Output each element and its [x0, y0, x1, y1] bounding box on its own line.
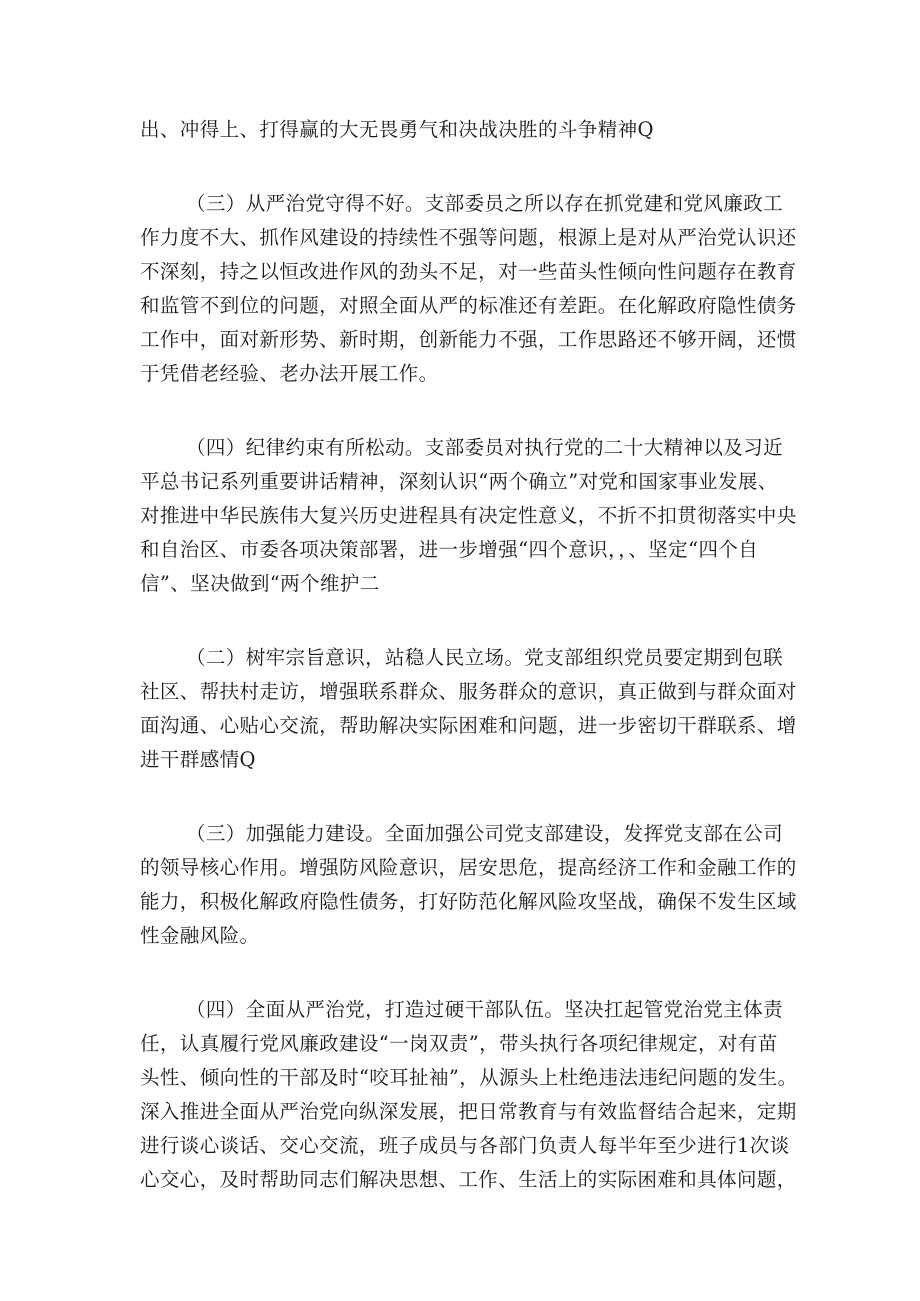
document-page — [140, 113, 800, 1197]
text-line: 信”、坚决做到“两个维护二 — [140, 572, 380, 595]
text-line: 社区、帮扶村走访，增强联系群众、服务群众的意识，真正做到与群众面对 — [140, 680, 797, 703]
text-line: 心交心，及时帮助同志们解决思想、工作、生活上的实际困难和具体问题， — [140, 1168, 797, 1191]
text-line: 出、冲得上、打得赢的大无畏勇气和决战决胜的斗争精神Q — [140, 118, 654, 141]
text-line: 能力，积极化解政府隐性债务，打好防范化解风险攻坚战，确保不发生区域 — [140, 890, 797, 913]
text-line: 任，认真履行党风廉政建设“一岗双责”，带头执行各项纪律规定，对有苗 — [140, 1032, 778, 1055]
paragraph-discipline-loosened — [140, 431, 800, 601]
text-line: 性金融风险。 — [140, 924, 260, 947]
text-line: 工作中，面对新形势、新时期，创新能力不强，工作思路还不够开阔，还惯 — [140, 328, 797, 351]
text-line: 于凭借老经验、老办法开展工作。 — [140, 362, 439, 385]
text-line: 进行谈心谈话、交心交流，班子成员与各部门负责人每半年至少进行1次谈 — [140, 1134, 790, 1157]
text-line: 面沟通、心贴心交流，帮助解决实际困难和问题，进一步密切干群联系、增 — [140, 714, 797, 737]
text-line: （三）加强能力建设。全面加强公司党支部建设，发挥党支部在公司 — [186, 822, 784, 845]
text-line: 和监管不到位的问题，对照全面从严的标准还有差距。在化解政府隐性债务 — [140, 294, 797, 317]
text-line: 和自治区、市委各项决策部署，进一步增强“四个意识，，、坚定“四个自 — [140, 538, 759, 561]
paragraph-strict-governance — [140, 993, 800, 1197]
text-line: （二）树牢宗旨意识，站稳人民立场。党支部组织党员要定期到包联 — [186, 646, 784, 669]
paragraph-continuation — [140, 113, 800, 147]
text-line: （四）纪律约束有所松动。支部委员对执行党的二十大精神以及习近 — [186, 436, 784, 459]
text-line: 不深刻，持之以恒改进作风的劲头不足，对一些苗头性倾向性问题存在教育 — [140, 260, 797, 283]
text-line: 平总书记系列重要讲话精神，深刻认识“两个确立”对党和国家事业发展、 — [140, 470, 778, 493]
paragraph-purpose-awareness — [140, 641, 800, 777]
text-line: （三）从严治党守得不好。支部委员之所以存在抓党建和党风廉政工 — [186, 192, 784, 215]
text-line: 头性、倾向性的干部及时“咬耳扯袖”，从源头上杜绝违法违纪问题的发生。 — [140, 1066, 798, 1089]
text-line: 作力度不大、抓作风建设的持续性不强等问题，根源上是对从严治党认识还 — [140, 226, 797, 249]
text-line: 对推进中华民族伟大复兴历史进程具有决定性意义，不折不扣贯彻落实中央 — [140, 504, 797, 527]
text-line: （四）全面从严治党，打造过硬干部队伍。坚决扛起管党治党主体责 — [186, 998, 784, 1021]
paragraph-party-discipline-weak — [140, 187, 800, 391]
paragraph-capacity-building — [140, 817, 800, 953]
text-line: 进干群感情Q — [140, 748, 256, 771]
text-line: 的领导核心作用。增强防风险意识，居安思危，提高经济工作和金融工作的 — [140, 856, 797, 879]
text-line: 深入推进全面从严治党向纵深发展，把日常教育与有效监督结合起来，定期 — [140, 1100, 797, 1123]
